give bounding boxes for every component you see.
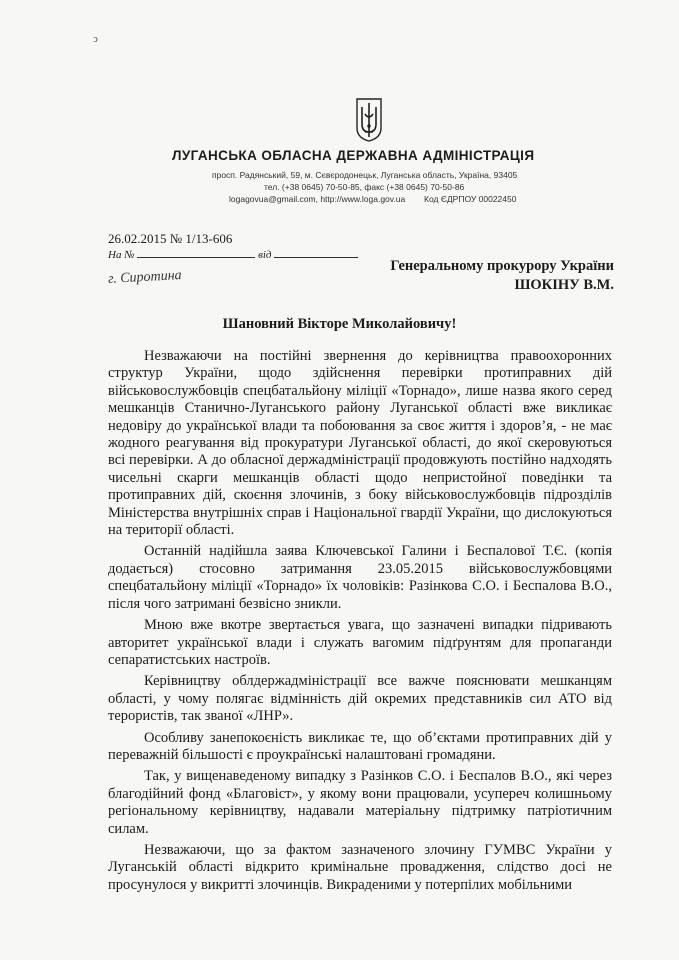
greeting: Шановний Вікторе Миколайовичу!	[222, 316, 457, 332]
letter-body	[108, 348, 612, 898]
outgoing-date-number	[108, 231, 232, 247]
date-number-text: 26.02.2015 № 1/13-606	[108, 231, 233, 246]
org-address: просп. Радянський, 59, м. Сєвєродонецьк, Луганська область, Україна, 93405	[212, 170, 518, 180]
paragraph: Керівництву облдержадміністрації все важче пояснювати мешканцям області, у чому полягає відмінність дій окремих представників сил АТО від терористів, так званої «ЛНР».	[108, 673, 612, 725]
paragraph: Мною вже вкотре звертається увага, що зазначені випадки підривають авторитет української влади і служать вагомим підґрунтям для пропаганди сепаратистських настроїв.	[108, 617, 612, 668]
addressee-name: ШОКІНУ В.М.	[514, 277, 614, 293]
addressee-title: Генеральному прокурору України	[390, 258, 614, 274]
handwritten-note: г. Сиротина	[107, 268, 182, 287]
org-phone: тел. (+38 0645) 70-50-85, факс (+38 0645) 70-50-86	[264, 182, 465, 192]
org-email-web: logagovua@gmail.com, http://www.loga.gov.ua	[229, 194, 406, 204]
na-blank	[137, 257, 255, 258]
organization-title: ЛУГАНСЬКА ОБЛАСНА ДЕРЖАВНА АДМІНІСТРАЦІЯ	[172, 148, 535, 163]
org-code: Код ЄДРПОУ 00022450	[424, 194, 517, 204]
na-label: На №	[108, 249, 135, 261]
vid-label: від	[258, 249, 272, 261]
paragraph: Особливу занепокоєність викликає те, що об’єктами протиправних дій у переважній більшості є проукраїнські налаштовані громадяни.	[108, 729, 612, 763]
paragraph: Незважаючи, що за фактом зазначеного злочину ГУМВС України у Луганській області відкрито кримінальне провадження, слідство досі не просунулося у викритті злочинців. Викраденими у потерпілих мобільними	[108, 841, 612, 893]
paragraph: Останній надійшла заява Ключевської Галини і Беспалової Т.Є. (копія додається) стосовно затримання 23.05.2015 військовослужбовцями спецбатальйону міліції «Торнадо» їх чоловіків: Разінкова С.О. і Беспалова В.О., після чого затримані безвісно зникли.	[108, 543, 612, 612]
trident-emblem-icon	[354, 96, 384, 142]
vid-blank	[274, 257, 358, 258]
stray-mark: ͻ	[93, 33, 98, 45]
paragraph: Незважаючи на постійні звернення до керівництва правоохоронних структур України, щодо здійснення перевірки протиправних дій військовослужбовців спецбатальйону міліції «Торнадо», лише назва якого серед мешканців Станично-Луганського району Луганської області вже викликає недовіру до української влади та побоювання за своє життя і здоров’я, - не має жодного реагування від прокуратури Луганської області, до якої скеровуються всі перевірки. А до обласної держадміністрації продовжують постійно надходять чисельні скарги мешканців області щодо непристойної поведінки та протиправних дій, скоєння злочинів, з боку військовослужбовців підрозділів Міністерства внутрішніх справ і Національної гвардії України, що дислокуються на території області.	[108, 348, 612, 539]
incoming-reference	[108, 249, 358, 261]
paragraph: Так, у вищенаведеному випадку з Разінков С.О. і Беспалов В.О., які через благодійний фонд «Благовіст», у якому вони працювали, усупереч колишньому регіональному керівництву, надавали матеріальну підтримку патріотичним силам.	[108, 768, 612, 837]
